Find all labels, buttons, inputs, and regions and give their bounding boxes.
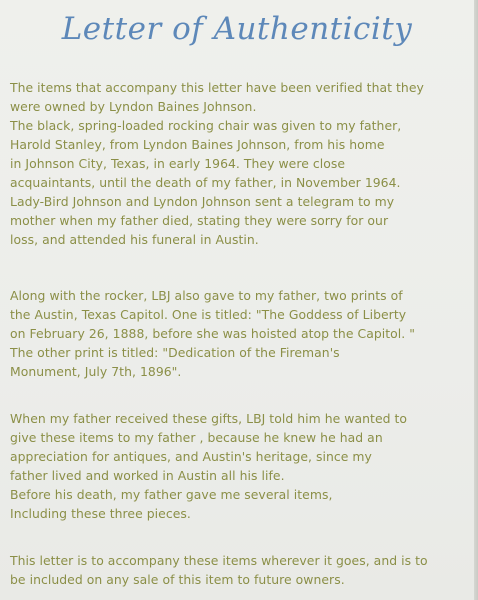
paragraph-1-line-3: The black, spring-loaded rocking chair was given to my father, bbox=[10, 118, 402, 133]
page-edge-shadow bbox=[474, 0, 478, 600]
paragraph-4-line-2: be included on any sale of this item to future owners. bbox=[10, 572, 345, 587]
paragraph-1-line-4: Harold Stanley, from Lyndon Baines Johnson, from his home bbox=[10, 137, 385, 152]
paragraph-1-line-9: loss, and attended his funeral in Austin. bbox=[10, 232, 259, 247]
letter-title: Letter of Authenticity bbox=[61, 11, 413, 47]
paragraph-1-line-8: mother when my father died, stating they were sorry for our bbox=[10, 213, 389, 228]
paragraph-2-line-5: Monument, July 7th, 1896". bbox=[10, 364, 182, 379]
paragraph-4-line-1: This letter is to accompany these items wherever it goes, and is to bbox=[10, 553, 428, 568]
paragraph-1-line-2: were owned by Lyndon Baines Johnson. bbox=[10, 99, 257, 114]
paragraph-3-line-1: When my father received these gifts, LBJ told him he wanted to bbox=[10, 411, 408, 426]
paragraph-2-line-1: Along with the rocker, LBJ also gave to my father, two prints of bbox=[10, 288, 403, 303]
paragraph-1-line-6: acquaintants, until the death of my father, in November 1964. bbox=[10, 175, 401, 190]
paragraph-1-line-1: The items that accompany this letter have been verified that they bbox=[10, 80, 424, 95]
paragraph-3-line-6: Including these three pieces. bbox=[10, 506, 191, 521]
paragraph-2-line-2: the Austin, Texas Capitol. One is titled: "The Goddess of Liberty bbox=[10, 307, 407, 322]
paragraph-1-line-7: Lady-Bird Johnson and Lyndon Johnson sent a telegram to my bbox=[10, 194, 395, 209]
paragraph-3-line-5: Before his death, my father gave me several items, bbox=[10, 487, 333, 502]
paragraph-2-line-3: on February 26, 1888, before she was hoisted atop the Capitol. " bbox=[10, 326, 416, 341]
paragraph-2-line-4: The other print is titled: "Dedication of the Fireman's bbox=[10, 345, 340, 360]
paragraph-3-line-3: appreciation for antiques, and Austin's heritage, since my bbox=[10, 449, 372, 464]
paragraph-1-line-5: in Johnson City, Texas, in early 1964. They were close bbox=[10, 156, 346, 171]
paragraph-3-line-2: give these items to my father , because he knew he had an bbox=[10, 430, 383, 445]
paragraph-3-line-4: father lived and worked in Austin all his life. bbox=[10, 468, 285, 483]
